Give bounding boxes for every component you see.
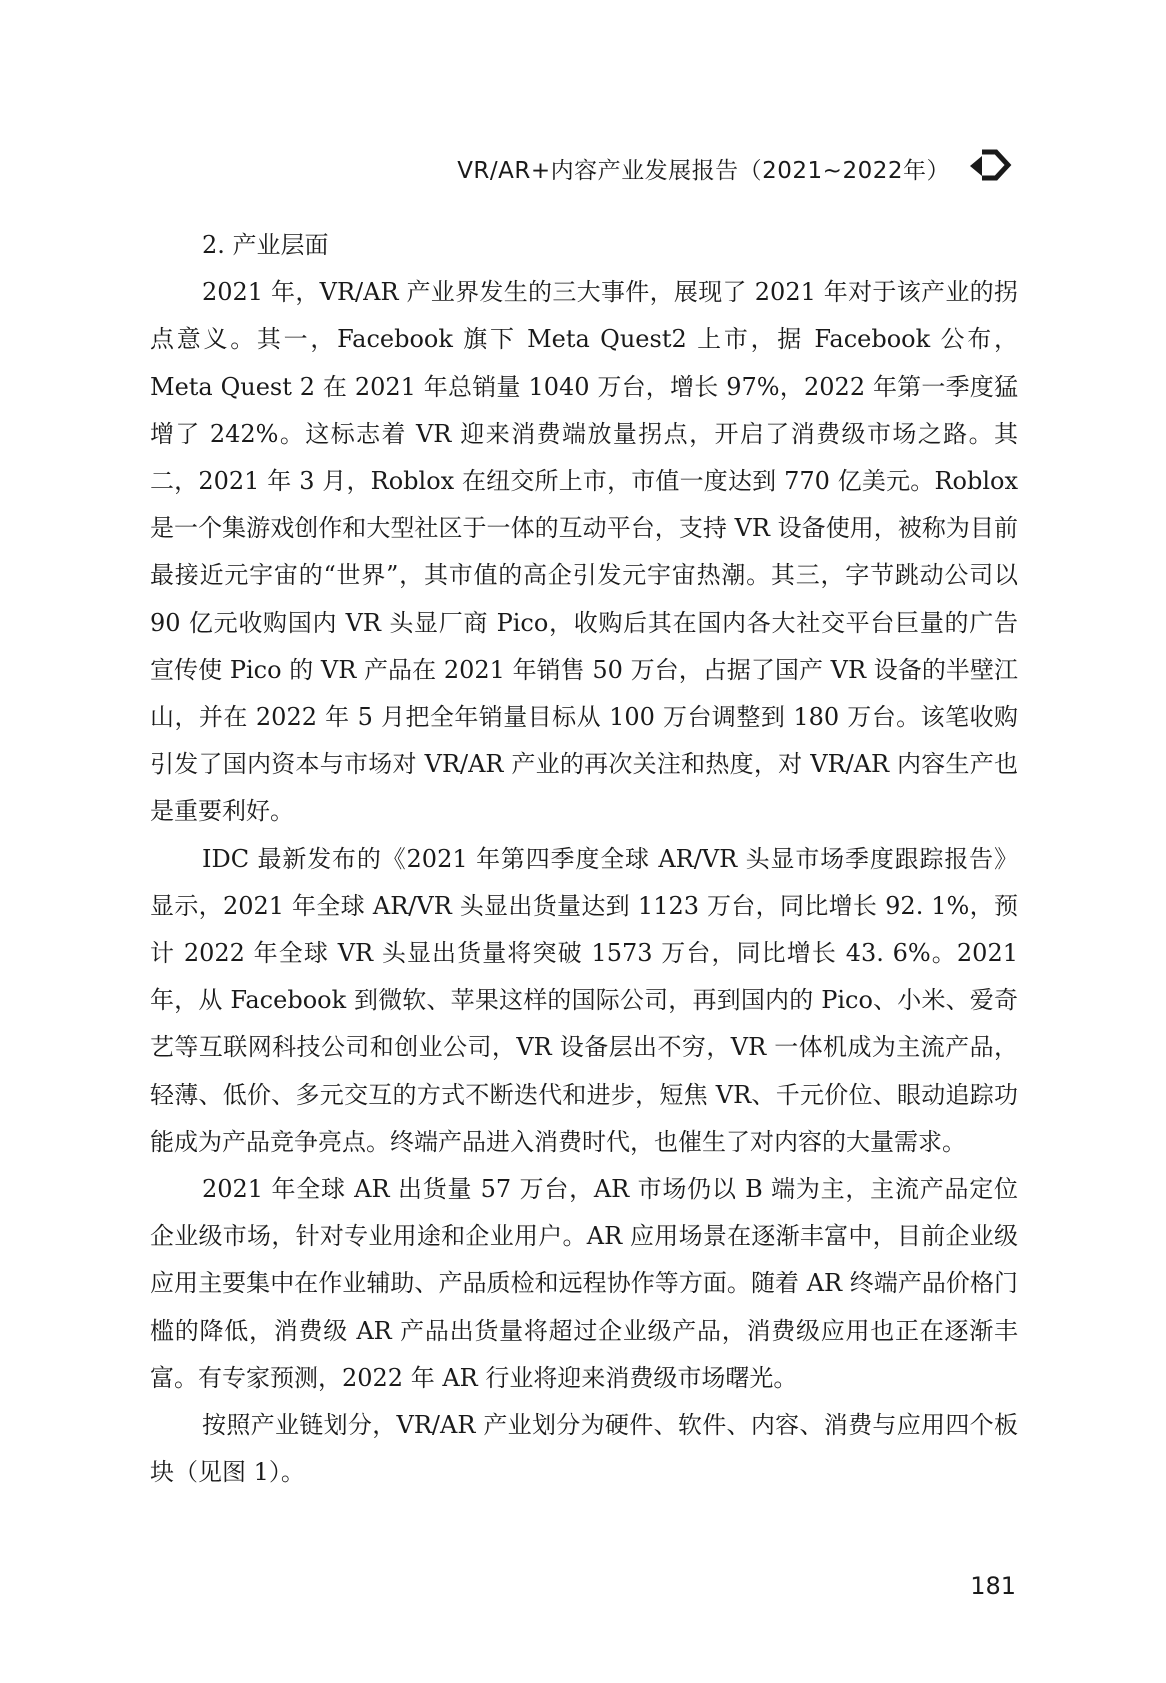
paragraph-3: 2021 年全球 AR 出货量 57 万台，AR 市场仍以 B 端为主，主流产品定位企业级市场，针对专业用途和企业用户。AR 应用场景在逐渐丰富中，目前企业级应用主要集中在作业辅助、产品质检和远程协作等方面。随着 AR 终端产品价格门槛的降低，消费级 AR 产品出货量将超过企业级产品，消费级应用也正在逐渐丰富。有专家预测，2022 年 AR 行业将迎来消费级市场曙光。 [150,1175,1018,1392]
arrow-triangle [970,156,982,176]
running-header-title: VR/AR+内容产业发展报告（2021~2022年） [457,158,950,184]
arrow-chevron [982,152,1008,178]
paragraph-2: IDC 最新发布的《2021 年第四季度全球 AR/VR 头显市场季度跟踪报告》显示，2021 年全球 AR/VR 头显出货量达到 1123 万台，同比增长 92. 1%，预计 2022 年全球 VR 头显出货量将突破 1573 万台，同比增长 43. 6%。2021 年，从 Facebook 到微软、苹果这样的国际公司，再到国内的 Pico、小米、爱奇艺等互联网科技公司和创业公司，VR 设备层出不穷，VR 一体机成为主流产品，轻薄、低价、多元交互的方式不断迭代和进步，短焦 VR、千元价位、眼动追踪功能成为产品竞争亮点。终端产品进入消费时代，也催生了对内容的大量需求。 [150,844,1018,1156]
body-content [150,222,1018,1496]
paragraph-4: 按照产业链划分，VR/AR 产业划分为硬件、软件、内容、消费与应用四个板块（见图 1）。 [150,1411,1018,1487]
chevron-right-icon [968,142,1020,188]
section-title: 2. 产业层面 [202,231,329,259]
paragraph-1: 2021 年，VR/AR 产业界发生的三大事件，展现了 2021 年对于该产业的拐点意义。其一，Facebook 旗下 Meta Quest2 上市，据 Facebook 公布，Meta Quest 2 在 2021 年总销量 1040 万台，增长 97%，2022 年第一季度猛增了 242%。这标志着 VR 迎来消费端放量拐点，开启了消费级市场之路。其二，2021 年 3 月，Roblox 在纽交所上市，市值一度达到 770 亿美元。Roblox 是一个集游戏创作和大型社区于一体的互动平台，支持 VR 设备使用，被称为目前最接近元宇宙的“世界”，其市值的高企引发元宇宙热潮。其三，字节跳动公司以 90 亿元收购国内 VR 头显厂商 Pico，收购后其在国内各大社交平台巨量的广告宣传使 Pico 的 VR 产品在 2021 年销售 50 万台，占据了国产 VR 设备的半壁江山，并在 2022 年 5 月把全年销量目标从 100 万台调整到 180 万台。该笔收购引发了国内资本与市场对 VR/AR 产业的再次关注和热度，对 VR/AR 内容生产也是重要利好。 [150,278,1018,826]
page-number: 181 [970,1572,1016,1600]
